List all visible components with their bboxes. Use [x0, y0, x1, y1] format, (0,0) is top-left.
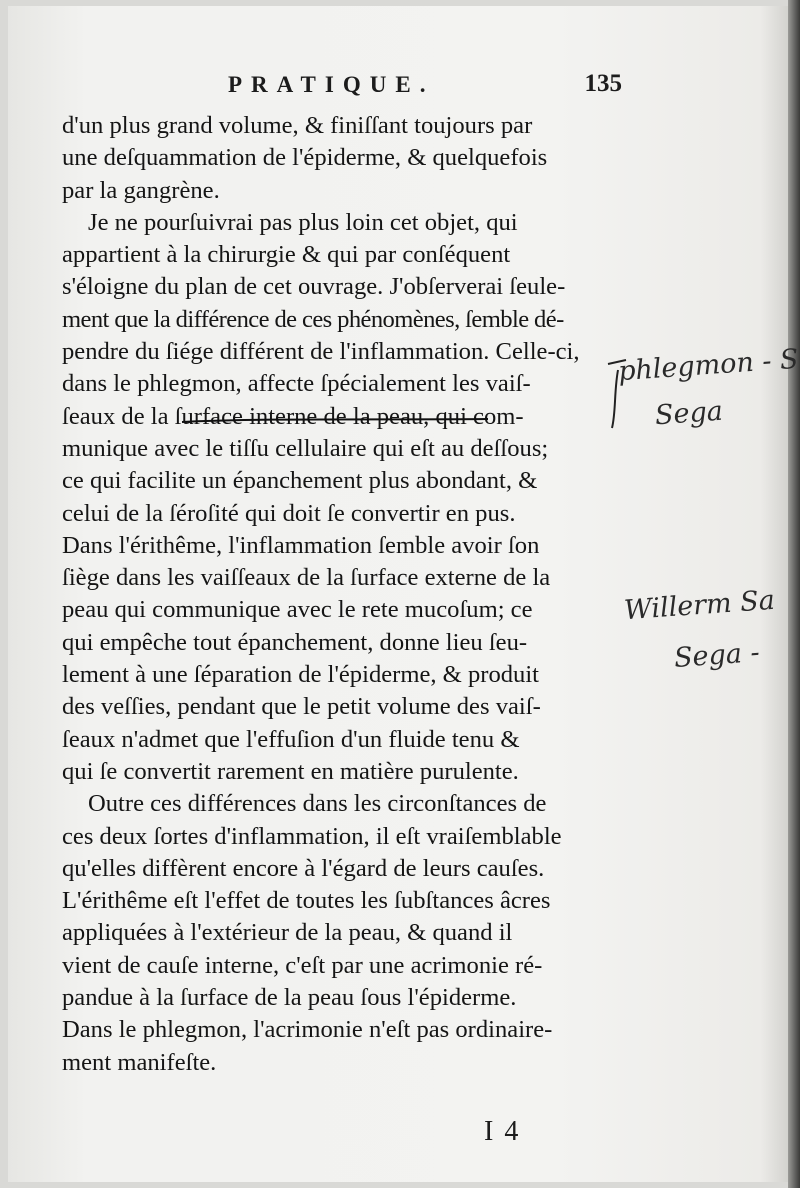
signature-mark: I 4 — [484, 1116, 521, 1147]
text-line: appartient à la chirurgie & qui par conſéquent — [62, 241, 511, 269]
text-line: Dans l'érithême, l'inflammation ſemble avoir ſon — [62, 531, 540, 559]
text-line: d'un plus grand volume, & finiſſant toujours par — [62, 112, 533, 139]
running-title: PRATIQUE. — [228, 72, 435, 97]
text-line: ſeaux de la ſurface interne de la peau, qui com- — [62, 402, 524, 430]
book-spine-shadow — [788, 0, 800, 1188]
text-line: ſiège dans les vaiſſeaux de la ſurface externe de la — [62, 564, 551, 592]
text-line: munique avec le tiſſu cellulaire qui eſt au deſſous; — [62, 434, 549, 462]
handwritten-underline — [180, 414, 490, 444]
body-text — [62, 110, 610, 1079]
paragraph — [62, 207, 610, 788]
text-line: dans le phlegmon, affecte ſpécialement les vaiſ- — [62, 370, 531, 398]
text-line: par la gangrène. — [62, 176, 220, 204]
text-line: ſeaux n'admet que l'effuſion d'un fluide tenu & — [62, 725, 520, 753]
text-line: s'éloigne du plan de cet ouvrage. J'obſerverai ſeule- — [62, 273, 566, 301]
text-line: Dans le phlegmon, l'acrimonie n'eſt pas ordinaire- — [62, 1016, 553, 1044]
margin-note: phlegmon - S — [617, 343, 800, 388]
text-line: pandue à la ſurface de la peau ſous l'épiderme. — [62, 984, 517, 1012]
text-line: vient de cauſe interne, c'eſt par une acrimonie ré- — [62, 951, 543, 979]
text-line: qui ſe convertit rarement en matière purulente. — [62, 757, 519, 785]
page-number: 135 — [584, 70, 622, 97]
text-line: qui empêche tout épanchement, donne lieu ſeu- — [62, 628, 528, 656]
text-line: Je ne pourſuivrai pas plus loin cet objet, qui — [88, 208, 518, 236]
text-line: ces deux ſortes d'inflammation, il eſt vraiſemblable — [62, 822, 562, 850]
text-line: celui de la ſéroſité qui doit ſe convertir en pus. — [62, 499, 516, 527]
paragraph — [62, 110, 610, 207]
text-line: ce qui facilite un épanchement plus abondant, & — [62, 467, 538, 495]
text-line: lement à une ſéparation de l'épiderme, & produit — [62, 661, 540, 689]
text-line: ment manifeſte. — [62, 1048, 217, 1076]
paragraph — [62, 788, 610, 1079]
margin-note: Willerm Sa — [623, 584, 776, 627]
text-line: pendre du ſiége différent de l'inflammation. Celle-ci, — [62, 338, 580, 366]
text-line: des veſſies, pendant que le petit volume des vaiſ- — [62, 693, 541, 721]
text-line: ment que la différence de ces phénomènes, ſemble dé- — [62, 305, 564, 333]
text-line: L'érithême eſt l'effet de toutes les ſubſtances âcres — [62, 887, 551, 915]
text-line: Outre ces différences dans les circonſtances de — [88, 790, 547, 818]
text-line: qu'elles diffèrent encore à l'égard de leurs cauſes. — [62, 854, 545, 882]
text-line: une deſquammation de l'épiderme, & quelquefois — [62, 144, 548, 172]
text-line: peau qui communique avec le rete mucoſum; ce — [62, 596, 533, 624]
running-header — [60, 68, 622, 104]
text-line: appliquées à l'extérieur de la peau, & quand il — [62, 919, 513, 947]
margin-note: Sega - — [673, 637, 761, 674]
margin-note: Sega — [654, 395, 724, 432]
